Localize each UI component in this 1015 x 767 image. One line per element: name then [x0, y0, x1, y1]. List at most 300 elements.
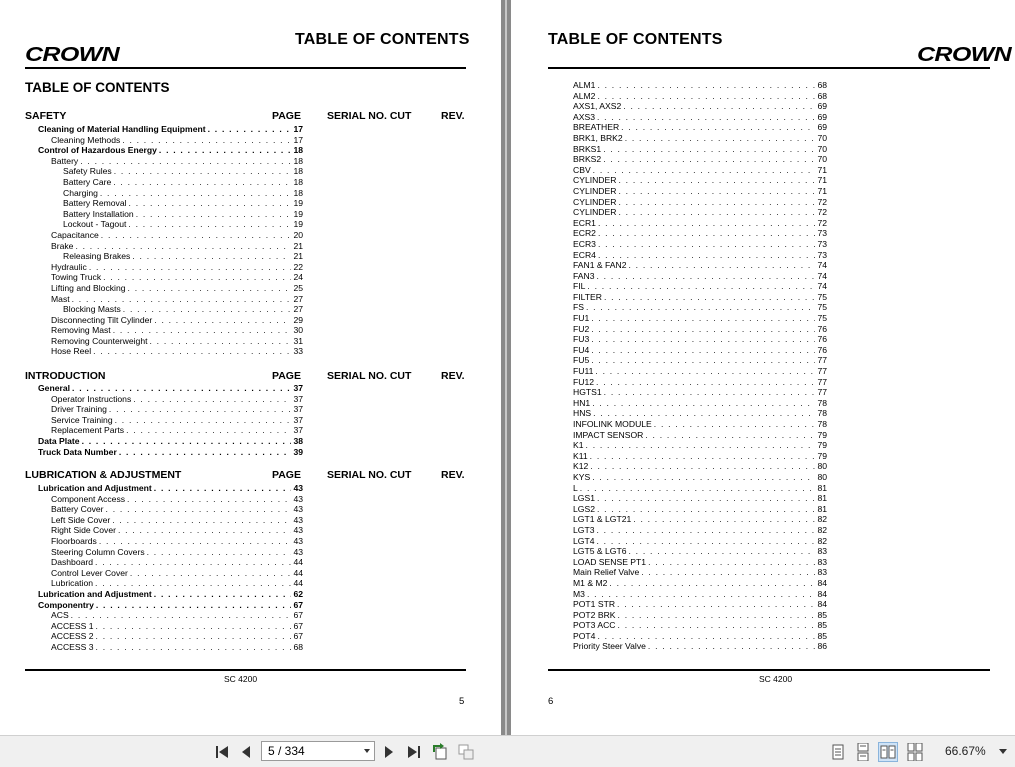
- header-rule: [548, 67, 990, 69]
- last-page-icon: [406, 745, 422, 759]
- toc-entry[interactable]: [573, 461, 827, 472]
- toc-entry-page: 17: [293, 134, 303, 145]
- toc-entry[interactable]: [573, 387, 827, 398]
- toc-entry-page: 70: [817, 143, 827, 154]
- toc-entry-label: Left Side Cover: [51, 514, 111, 525]
- dot-leader: [598, 239, 816, 250]
- toc-entry-page: 30: [293, 325, 303, 336]
- toc-entry-label: CYLINDER: [573, 175, 617, 186]
- toc-entry[interactable]: [573, 366, 827, 377]
- single-page-view-icon: [831, 744, 845, 760]
- dot-leader: [597, 536, 816, 547]
- section-title: SAFETY: [25, 110, 67, 122]
- dot-leader: [126, 425, 291, 436]
- toc-entry[interactable]: [25, 404, 303, 415]
- toc-entry-label: FU1: [573, 313, 590, 324]
- dot-leader: [96, 631, 292, 642]
- toc-entry-label: LGS2: [573, 503, 595, 514]
- toc-entry-label: LGT5 & LGT6: [573, 546, 627, 557]
- dot-leader: [598, 250, 816, 261]
- toc-entry-page: 69: [817, 101, 827, 112]
- toc-entry[interactable]: [573, 536, 827, 547]
- toc-entry[interactable]: [573, 80, 827, 91]
- toc-entry-label: FAN3: [573, 270, 595, 281]
- toc-entry[interactable]: [573, 271, 827, 282]
- toc-entry[interactable]: [573, 377, 827, 388]
- toc-entry[interactable]: [573, 281, 827, 292]
- dot-leader: [604, 387, 816, 398]
- toc-entry[interactable]: [25, 209, 303, 220]
- toc-entry-page: 78: [817, 408, 827, 419]
- toc-entry-label: ALM2: [573, 90, 596, 101]
- toc-entry[interactable]: [573, 525, 827, 536]
- toc-entry[interactable]: [573, 440, 827, 451]
- toc-entry-page: 18: [293, 155, 303, 166]
- toc-list: [573, 80, 827, 652]
- toc-entry[interactable]: [573, 218, 827, 229]
- dot-leader: [96, 600, 292, 611]
- toc-entry[interactable]: [573, 91, 827, 102]
- toc-entry[interactable]: [573, 451, 827, 462]
- toc-entry[interactable]: [573, 302, 827, 313]
- toc-entry[interactable]: [25, 547, 303, 558]
- dot-leader: [648, 641, 816, 652]
- toc-entry[interactable]: [25, 241, 303, 252]
- toc-entry-page: 83: [817, 546, 827, 557]
- toc-entry-label: HNS: [573, 408, 592, 419]
- toc-entry-page: 83: [817, 567, 827, 578]
- dot-leader: [604, 292, 815, 303]
- toc-entry-page: 69: [817, 122, 827, 133]
- toc-entry-label: KYS: [573, 471, 591, 482]
- dot-leader: [119, 447, 292, 458]
- dot-leader: [112, 515, 291, 526]
- toc-entry[interactable]: [573, 578, 827, 589]
- toc-entry-page: 71: [817, 185, 827, 196]
- dot-leader: [113, 325, 292, 336]
- previous-page-button[interactable]: [236, 742, 256, 762]
- dot-leader: [590, 461, 815, 472]
- toc-entry-page: 17: [293, 124, 303, 134]
- toc-entry[interactable]: [573, 483, 827, 494]
- toc-entry-page: 79: [817, 429, 827, 440]
- toc-entry[interactable]: [573, 472, 827, 483]
- toc-entry[interactable]: [25, 589, 303, 600]
- toc-entry-page: 39: [293, 446, 303, 457]
- toc-entry[interactable]: [573, 599, 827, 610]
- toc-entry-page: 76: [817, 323, 827, 334]
- continuous-facing-view-button[interactable]: [905, 742, 925, 762]
- toc-entry[interactable]: [25, 230, 303, 241]
- toc-entry-label: FILTER: [573, 291, 602, 302]
- toc-entry-page: 62: [293, 588, 303, 599]
- toc-entry[interactable]: [25, 283, 303, 294]
- toc-entry-label: IMPACT SENSOR: [573, 429, 644, 440]
- fit-page-button[interactable]: [456, 742, 476, 762]
- toc-entry-page: 82: [817, 524, 827, 535]
- toc-entry[interactable]: [573, 610, 827, 621]
- toc-entry[interactable]: [25, 124, 303, 135]
- toc-entry[interactable]: [573, 228, 827, 239]
- toc-entry-label: Hose Reel: [51, 346, 92, 357]
- dot-leader: [618, 186, 815, 197]
- toc-entry-label: FU11: [573, 366, 594, 377]
- column-header-page: PAGE: [272, 370, 301, 382]
- dot-leader: [629, 546, 816, 557]
- toc-entry[interactable]: [25, 156, 303, 167]
- toc-entry-page: 77: [817, 355, 827, 366]
- toc-entry[interactable]: [573, 567, 827, 578]
- toc-entry-label: Truck Data Number: [38, 446, 117, 457]
- column-header-serial: SERIAL NO. CUT: [327, 469, 412, 481]
- toc-entry-label: POT3 ACC: [573, 620, 616, 631]
- toc-entry[interactable]: [573, 514, 827, 525]
- toc-entry-label: Safety Rules: [63, 166, 112, 177]
- toc-entry[interactable]: [573, 154, 827, 165]
- toc-entry-page: 43: [293, 514, 303, 525]
- toc-entry[interactable]: [573, 641, 827, 652]
- dot-leader: [618, 207, 815, 218]
- toc-entry-label: Charging: [63, 187, 98, 198]
- toc-entry[interactable]: [25, 525, 303, 536]
- toc-entry-page: 73: [817, 228, 827, 239]
- first-page-icon: [214, 745, 230, 759]
- toc-entry-label: Lockout - Tagout: [63, 219, 127, 230]
- toc-entry-page: 84: [817, 588, 827, 599]
- zoom-level[interactable]: 66.67%: [945, 744, 986, 758]
- dot-leader: [113, 177, 291, 188]
- toc-entry[interactable]: [573, 122, 827, 133]
- toc-entry[interactable]: [25, 515, 303, 526]
- fit-page-icon: [457, 743, 475, 761]
- toc-entry-page: 75: [817, 291, 827, 302]
- toc-entry-label: AXS1, AXS2: [573, 101, 622, 112]
- toc-entry[interactable]: [25, 504, 303, 515]
- toc-entry-page: 27: [293, 304, 303, 315]
- toc-entry[interactable]: [25, 447, 303, 458]
- footer-doc-code: SC 4200: [759, 674, 793, 684]
- toc-entry-page: 72: [817, 217, 827, 228]
- dot-leader: [109, 404, 292, 415]
- toc-entry[interactable]: [573, 419, 827, 430]
- toc-entry[interactable]: [573, 557, 827, 568]
- toc-entry[interactable]: [25, 621, 303, 632]
- toc-entry-label: Lubrication and Adjustment: [38, 588, 152, 599]
- toc-entry[interactable]: [573, 197, 827, 208]
- toc-entry[interactable]: [25, 272, 303, 283]
- toc-entry[interactable]: [25, 483, 303, 494]
- toc-entry-label: Dashboard: [51, 557, 94, 568]
- dot-leader: [80, 156, 291, 167]
- toc-entry-page: 37: [293, 383, 303, 393]
- toc-entry[interactable]: [25, 394, 303, 405]
- dot-leader: [133, 394, 291, 405]
- toc-entry[interactable]: [25, 304, 303, 315]
- toc-entry-label: CBV: [573, 164, 591, 175]
- toc-entry[interactable]: [25, 383, 303, 394]
- dot-leader: [72, 383, 291, 394]
- single-page-view-button[interactable]: [828, 742, 848, 762]
- toc-entry-page: 67: [293, 620, 303, 631]
- toc-entry-page: 81: [817, 503, 827, 514]
- toc-entry-page: 18: [293, 166, 303, 177]
- next-page-button[interactable]: [379, 742, 399, 762]
- toc-entry-label: BRKS1: [573, 143, 602, 154]
- dot-leader: [595, 366, 815, 377]
- toc-entry-page: 67: [293, 631, 303, 642]
- toc-entry-page: 43: [293, 483, 303, 493]
- toc-entry-page: 37: [293, 414, 303, 425]
- toc-entry[interactable]: [25, 415, 303, 426]
- toc-entry[interactable]: [573, 292, 827, 303]
- toc-entry-page: 74: [817, 270, 827, 281]
- dot-leader: [641, 567, 815, 578]
- toc-entry-page: 24: [293, 272, 303, 283]
- zoom-dropdown-button[interactable]: [996, 742, 1010, 762]
- toc-entry[interactable]: [25, 177, 303, 188]
- toc-entry[interactable]: [25, 315, 303, 326]
- toc-entry-page: 85: [817, 630, 827, 641]
- dot-leader: [99, 536, 292, 547]
- header-rule: [25, 67, 466, 69]
- toc-entry[interactable]: [573, 175, 827, 186]
- toc-entry-page: 21: [293, 251, 303, 262]
- toc-entry-page: 70: [817, 132, 827, 143]
- toc-entry-label: ECR2: [573, 228, 596, 239]
- toc-entry-page: 74: [817, 281, 827, 292]
- toc-entry-page: 84: [817, 577, 827, 588]
- toc-entry[interactable]: [25, 294, 303, 305]
- toc-entry[interactable]: [573, 620, 827, 631]
- toc-entry[interactable]: [25, 346, 303, 357]
- toc-entry-label: Data Plate: [38, 435, 80, 446]
- toc-entry[interactable]: [25, 198, 303, 209]
- toc-entry[interactable]: [573, 239, 827, 250]
- toc-entry[interactable]: [573, 398, 827, 409]
- dot-leader: [72, 294, 292, 305]
- toc-entry-page: 77: [817, 366, 827, 377]
- toc-entry[interactable]: [25, 610, 303, 621]
- toc-entry[interactable]: [573, 144, 827, 155]
- toc-entry[interactable]: [25, 642, 303, 653]
- toc-entry[interactable]: [573, 546, 827, 557]
- toc-entry[interactable]: [573, 260, 827, 271]
- toc-entry[interactable]: [573, 186, 827, 197]
- toc-entry-label: POT4: [573, 630, 596, 641]
- toc-entry[interactable]: [25, 336, 303, 347]
- toc-entry-label: Towing Truck: [51, 272, 102, 283]
- toc-entry[interactable]: [573, 408, 827, 419]
- toc-entry[interactable]: [25, 568, 303, 579]
- chevron-down-icon[interactable]: [364, 749, 370, 753]
- toc-entry[interactable]: [25, 325, 303, 336]
- toc-entry[interactable]: [573, 631, 827, 642]
- column-header-rev: REV.: [441, 469, 465, 481]
- toc-entry-label: Component Access: [51, 493, 126, 504]
- toc-entry[interactable]: [25, 166, 303, 177]
- toc-entry-page: 33: [293, 346, 303, 357]
- toc-entry[interactable]: [25, 600, 303, 611]
- page-header-title: TABLE OF CONTENTS: [295, 31, 470, 48]
- toc-entry-label: ALM1: [573, 80, 596, 90]
- toc-entry-label: Floorboards: [51, 535, 97, 546]
- toc-entry-label: M3: [573, 588, 585, 599]
- toc-entry-label: POT2 BRK: [573, 609, 616, 620]
- toc-entry-page: 68: [817, 80, 827, 90]
- dot-leader: [592, 472, 815, 483]
- toc-entry-label: Battery Installation: [63, 208, 134, 219]
- dot-leader: [96, 621, 292, 632]
- toc-entry-page: 72: [817, 207, 827, 218]
- crown-logo: CROWN: [917, 44, 1012, 66]
- toc-entry-label: Driver Training: [51, 404, 107, 415]
- toc-entry[interactable]: [573, 324, 827, 335]
- page-number: 6: [548, 696, 554, 707]
- toc-entry[interactable]: [573, 207, 827, 218]
- toc-list: [25, 383, 303, 457]
- toc-entry[interactable]: [25, 262, 303, 273]
- dot-leader: [591, 345, 815, 356]
- toc-entry-page: 78: [817, 419, 827, 429]
- rotate-icon: [431, 743, 449, 761]
- toc-entry-label: LGT1 & LGT21: [573, 514, 632, 525]
- facing-pages-view-button[interactable]: [878, 742, 898, 762]
- dot-leader: [128, 283, 292, 294]
- toc-entry-label: K12: [573, 461, 589, 472]
- dot-leader: [132, 251, 291, 262]
- dot-leader: [136, 209, 292, 220]
- toc-entry-page: 81: [817, 493, 827, 504]
- dot-leader: [609, 578, 815, 589]
- dot-leader: [654, 419, 816, 430]
- last-page-button[interactable]: [404, 742, 424, 762]
- dot-leader: [597, 271, 816, 282]
- toc-entry-page: 43: [293, 493, 303, 504]
- toc-entry[interactable]: [573, 133, 827, 144]
- toc-entry[interactable]: [573, 589, 827, 600]
- toc-entry-label: Lubrication: [51, 578, 94, 589]
- section-title: INTRODUCTION: [25, 370, 106, 382]
- first-page-button[interactable]: [212, 742, 232, 762]
- toc-entry-label: Lubrication and Adjustment: [38, 483, 152, 493]
- toc-entry-label: CYLINDER: [573, 185, 617, 196]
- toc-entry-page: 21: [293, 240, 303, 251]
- toc-list: [25, 124, 303, 357]
- toc-entry[interactable]: [573, 101, 827, 112]
- toc-entry[interactable]: [25, 251, 303, 262]
- dot-leader: [618, 197, 815, 208]
- toc-entry-label: BREATHER: [573, 122, 620, 133]
- toc-entry[interactable]: [573, 430, 827, 441]
- toc-entry-label: ACCESS 3: [51, 641, 94, 652]
- dot-leader: [633, 514, 815, 525]
- toc-entry[interactable]: [573, 493, 827, 504]
- toc-entry-page: 43: [293, 525, 303, 536]
- dot-leader: [591, 313, 815, 324]
- toc-entry[interactable]: [573, 112, 827, 123]
- toc-entry-label: Hydraulic: [51, 261, 87, 272]
- toc-entry[interactable]: [25, 188, 303, 199]
- dot-leader: [597, 112, 815, 123]
- dot-leader: [598, 228, 816, 239]
- dot-leader: [618, 175, 815, 186]
- toc-entry[interactable]: [573, 250, 827, 261]
- toc-entry[interactable]: [573, 345, 827, 356]
- toc-entry-label: FAN1 & FAN2: [573, 260, 627, 271]
- toc-entry-page: 72: [817, 196, 827, 207]
- toc-entry-page: 25: [293, 282, 303, 293]
- section-heading: [25, 469, 465, 482]
- toc-entry-page: 69: [817, 111, 827, 122]
- toc-entry-page: 71: [817, 175, 827, 186]
- page-number-field[interactable]: [261, 741, 375, 761]
- dot-leader: [128, 219, 291, 230]
- toc-entry-page: 75: [817, 313, 827, 324]
- dot-leader: [597, 525, 816, 536]
- toc-entry-page: 82: [817, 514, 827, 525]
- dot-leader: [645, 430, 815, 441]
- toc-entry-page: 43: [293, 535, 303, 546]
- continuous-view-button[interactable]: [853, 742, 873, 762]
- toc-entry-label: Priority Steer Valve: [573, 641, 646, 652]
- toc-entry[interactable]: [25, 219, 303, 230]
- toc-entry[interactable]: [573, 313, 827, 324]
- column-header-page: PAGE: [272, 469, 301, 481]
- rotate-button[interactable]: [430, 742, 450, 762]
- toc-entry-label: Service Training: [51, 414, 113, 425]
- dot-leader: [154, 589, 292, 600]
- toc-entry-label: HN1: [573, 397, 591, 408]
- toc-entry[interactable]: [25, 557, 303, 568]
- dot-leader: [586, 440, 816, 451]
- dot-leader: [118, 525, 291, 536]
- toc-entry[interactable]: [25, 536, 303, 547]
- toc-entry[interactable]: [573, 504, 827, 515]
- column-header-rev: REV.: [441, 370, 465, 382]
- dot-leader: [150, 336, 292, 347]
- toc-entry-page: 31: [293, 335, 303, 346]
- toc-entry[interactable]: [25, 436, 303, 447]
- toc-entry-page: 75: [817, 302, 827, 313]
- dot-leader: [586, 302, 815, 313]
- toc-entry[interactable]: [25, 631, 303, 642]
- toc-entry[interactable]: [25, 578, 303, 589]
- toc-entry[interactable]: [25, 135, 303, 146]
- toc-entry-label: Operator Instructions: [51, 393, 132, 404]
- viewer-toolbar: [0, 735, 1015, 767]
- toc-entry-label: INFOLINK MODULE: [573, 419, 652, 429]
- toc-entry-label: LOAD SENSE PT1: [573, 556, 647, 567]
- toc-entry-label: Removing Mast: [51, 325, 111, 336]
- toc-entry[interactable]: [573, 334, 827, 345]
- toc-entry-label: Battery Care: [63, 176, 112, 187]
- toc-entry-label: K11: [573, 450, 588, 461]
- toc-entry-page: 74: [817, 260, 827, 271]
- toc-entry-page: 43: [293, 504, 303, 515]
- toc-entry-label: M1 & M2: [573, 577, 608, 588]
- footer-doc-code: SC 4200: [224, 674, 258, 684]
- toc-entry[interactable]: [25, 494, 303, 505]
- toc-entry-label: ACCESS 2: [51, 631, 94, 642]
- toc-entry[interactable]: [25, 425, 303, 436]
- toc-entry[interactable]: [573, 355, 827, 366]
- toc-entry-page: 44: [293, 557, 303, 568]
- toc-entry[interactable]: [573, 165, 827, 176]
- toc-entry-page: 83: [817, 556, 827, 567]
- dot-leader: [593, 165, 816, 176]
- toc-entry[interactable]: [25, 145, 303, 156]
- toc-entry-page: 71: [817, 164, 827, 175]
